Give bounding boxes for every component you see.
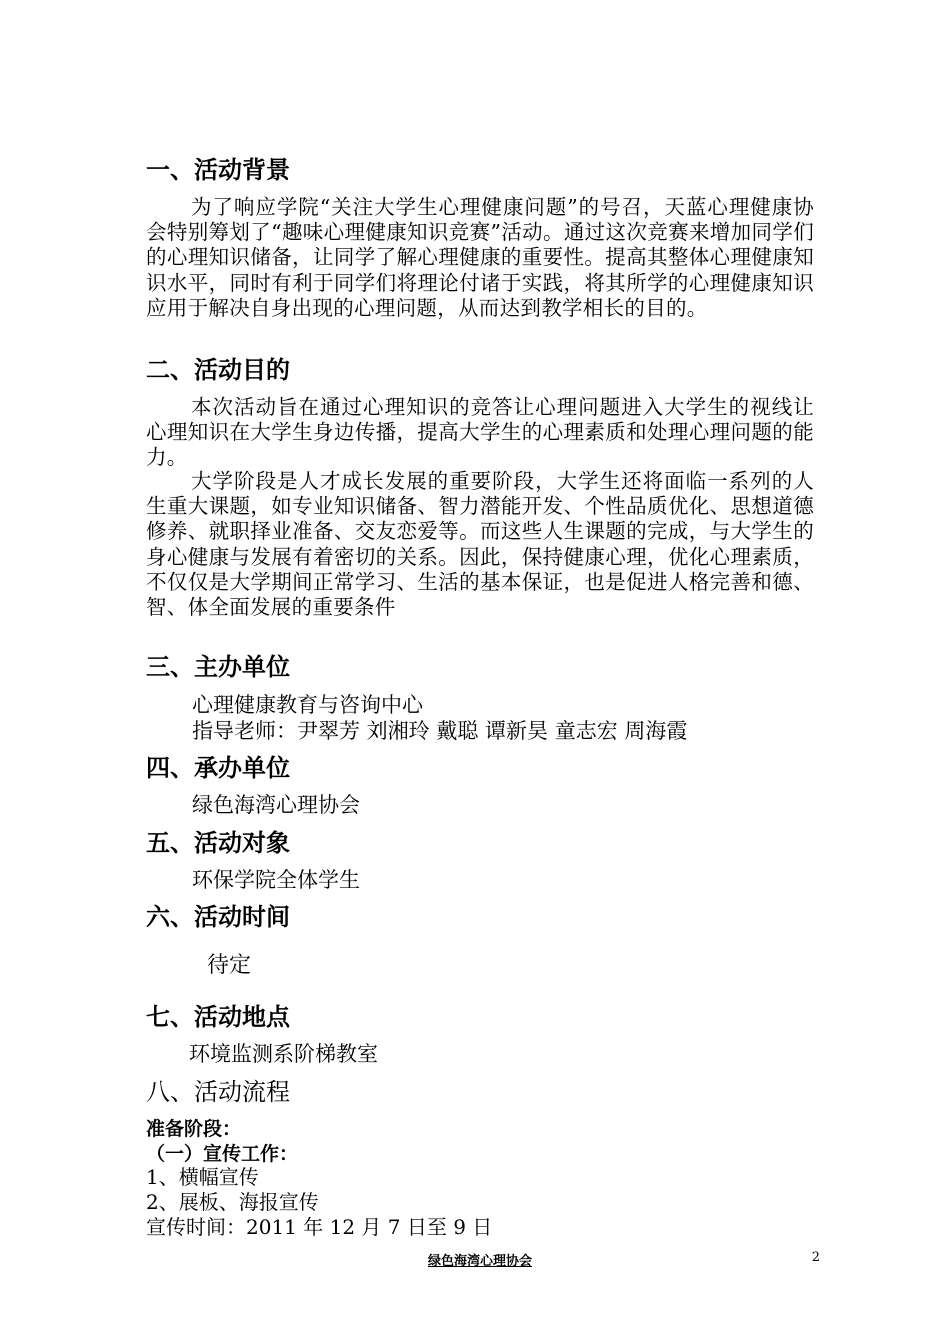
- publicity-item-1: 1、横幅宣传: [146, 1165, 259, 1189]
- section-heading-host: 三、主办单位: [146, 653, 290, 681]
- footer-title: 绿色海湾心理协会: [427, 1254, 532, 1269]
- page-footer: [0, 1250, 950, 1270]
- section-heading-location: 七、活动地点: [146, 1003, 290, 1031]
- section-heading-purpose: 二、活动目的: [146, 356, 290, 384]
- purpose-paragraph-1: 本次活动旨在通过心理知识的竞答让心理问题进入大学生的视线让心理知识在大学生身边传播，提高大学生的心理素质和处理心理问题的能力。: [146, 395, 814, 470]
- host-organization: 心理健康教育与咨询中心: [192, 693, 423, 717]
- organizer-name: 绿色海湾心理协会: [192, 793, 360, 817]
- publicity-time: 宣传时间：2011 年 12 月 7 日至 9 日: [146, 1215, 493, 1239]
- advisors-line: 指导老师：尹翠芳 刘湘玲 戴聪 谭新昊 童志宏 周海霞: [192, 719, 688, 743]
- stage-label: 准备阶段：: [146, 1118, 242, 1140]
- location-text: 环境监测系阶梯教室: [189, 1042, 378, 1066]
- time-text: 待定: [207, 953, 252, 978]
- section-heading-background: 一、活动背景: [146, 156, 290, 184]
- page-number: 2: [811, 1250, 820, 1265]
- section-heading-audience: 五、活动对象: [146, 829, 290, 857]
- section-heading-time: 六、活动时间: [146, 903, 290, 931]
- background-paragraph: 为了响应学院“关注大学生心理健康问题”的号召，天蓝心理健康协会特别筹划了“趣味心理健康知识竞赛”活动。通过这次竞赛来增加同学们的心理知识储备，让同学了解心理健康的重要性。提高其整体心理健康知识水平，同时有利于同学们将理论付诸于实践，将其所学的心理健康知识应用于解决自身出现的心理问题，从而达到教学相长的目的。: [146, 195, 814, 320]
- audience-text: 环保学院全体学生: [192, 868, 360, 892]
- section-heading-organizer: 四、承办单位: [146, 754, 290, 782]
- publicity-item-2: 2、展板、海报宣传: [146, 1190, 319, 1214]
- section-heading-process: 八、活动流程: [146, 1078, 290, 1106]
- subsection-publicity: （一）宣传工作：: [146, 1143, 299, 1165]
- purpose-paragraph-2: 大学阶段是人才成长发展的重要阶段，大学生还将面临一系列的人生重大课题，如专业知识储备、智力潜能开发、个性品质优化、思想道德修养、就职择业准备、交友恋爱等。而这些人生课题的完成，与大学生的身心健康与发展有着密切的关系。因此，保持健康心理，优化心理素质，不仅仅是大学期间正常学习、生活的基本保证，也是促进人格完善和德、智、体全面发展的重要条件: [146, 469, 814, 620]
